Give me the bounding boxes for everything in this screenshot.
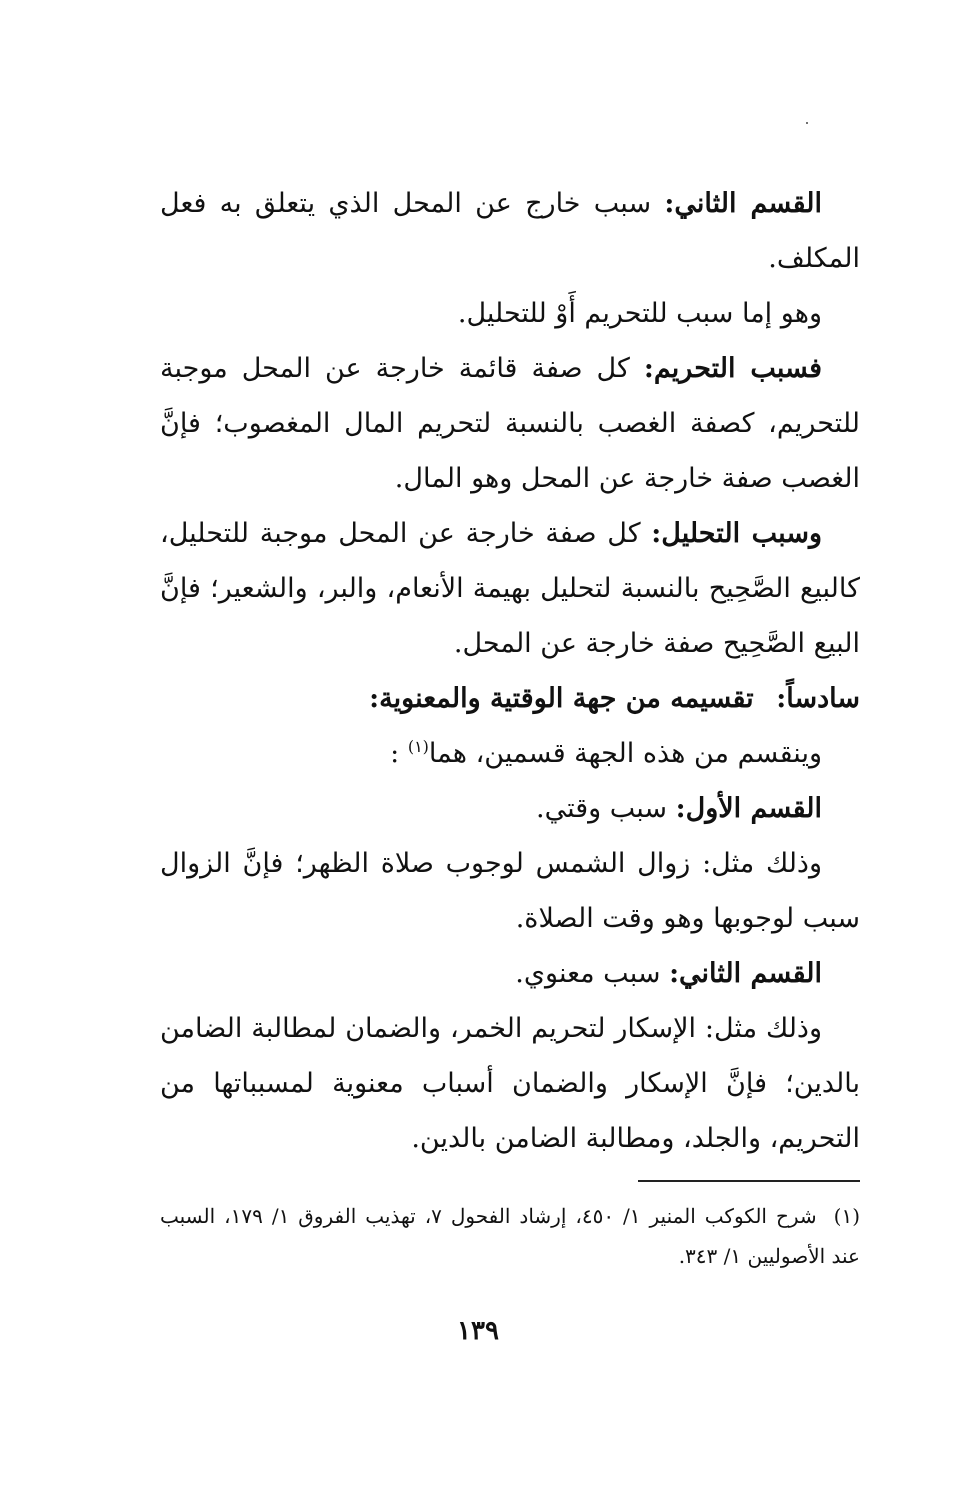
paragraph-label: القسم الثاني:	[664, 188, 823, 219]
paragraph-cause-of-permission	[160, 506, 860, 671]
footnote-number: (١)	[833, 1204, 861, 1228]
paragraph-label: القسم الثاني:	[669, 958, 822, 989]
page-number: ١٣٩	[457, 1316, 499, 1346]
paragraph-text: كل صفة قائمة خارجة عن المحل موجبة للتحريم، كصفة الغصب بالنسبة لتحريم المال المغصوب؛ فإنَّ الغصب صفة خارجة عن المحل وهو المال.	[160, 353, 860, 494]
footnote-text: شرح الكوكب المنير ١/ ٤٥٠، إرشاد الفحول ٧، تهذيب الفروق ١/ ١٧٩، السبب عند الأصوليين ١/ ٣٤٣.	[160, 1204, 860, 1268]
paragraph-second-division	[160, 176, 860, 286]
paragraph-first-division	[160, 781, 860, 836]
paragraph-second-division-meaning	[160, 946, 860, 1001]
paragraph-text: سبب معنوي.	[515, 958, 661, 989]
section-heading	[160, 671, 860, 726]
paragraph-text: كل صفة خارجة عن المحل موجبة للتحليل، كالبيع الصَّحِيح بالنسبة لتحليل بهيمة الأنعام، والبر، والشعير؛ فإنَّ البيع الصَّحِيح صفة خارجة عن المحل.	[160, 518, 860, 659]
footnote-item	[160, 1196, 860, 1276]
paragraph-label: القسم الأول:	[675, 793, 822, 824]
paragraph-text: سبب وقتي.	[535, 793, 668, 824]
section-heading-label: سادساً:	[776, 683, 860, 714]
scan-speck	[806, 122, 808, 124]
main-text	[160, 176, 860, 1166]
paragraph-text: سبب خارج عن المحل الذي يتعلق به فعل المكلف.	[160, 188, 860, 274]
paragraph-cause-of-prohibition	[160, 341, 860, 506]
paragraph-label: وسبب التحليل:	[651, 518, 822, 549]
paragraph-text: وذلك مثل: الإسكار لتحريم الخمر، والضمان لمطالبة الضامن بالدين؛ فإنَّ الإسكار والضمان أسباب معنوية لمسبباتها من التحريم، والجلد، ومطالبة الضامن بالدين.	[160, 1013, 860, 1154]
paragraph-label: فسبب التحريم:	[643, 353, 822, 384]
paragraph-text: وهو إما سبب للتحريم أَوْ للتحليل.	[457, 298, 822, 329]
paragraph-time-example	[160, 836, 860, 946]
footnote-reference: (١)	[407, 737, 429, 756]
section-heading-title: تقسيمه من جهة الوقتية والمعنوية:	[369, 683, 754, 714]
paragraph-text: وذلك مثل: زوال الشمس لوجوب صلاة الظهر؛ فإنَّ الزوال سبب لوجوبها وهو وقت الصلاة.	[160, 848, 860, 934]
intro-line	[160, 726, 860, 781]
paragraph-meaning-example	[160, 1001, 860, 1166]
intro-line-text: وينقسم من هذه الجهة قسمين، هما	[428, 738, 822, 769]
footnotes	[160, 1196, 860, 1276]
paragraph-either-cause	[160, 286, 860, 341]
intro-line-suffix: :	[390, 738, 400, 769]
footnote-divider	[638, 1180, 860, 1182]
